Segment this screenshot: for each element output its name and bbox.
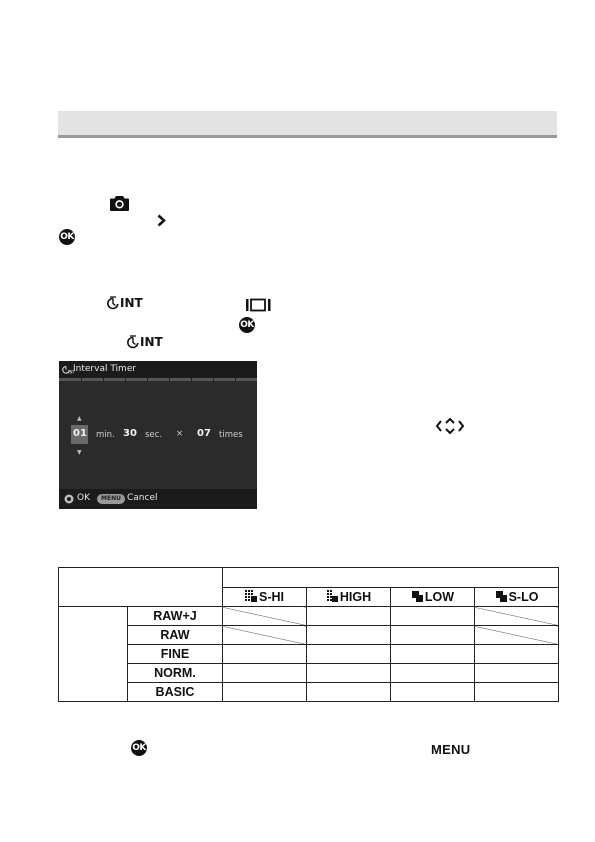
quality-table xyxy=(58,567,559,702)
ok-dial-icon xyxy=(64,494,74,504)
chevron-right-icon xyxy=(157,212,166,231)
table-cell xyxy=(475,607,559,626)
svg-text:INT: INT xyxy=(68,369,75,375)
screen-ok-label[interactable]: OK xyxy=(77,493,90,503)
table-cell xyxy=(475,664,559,683)
ok-button-icon xyxy=(131,740,147,756)
interval-icon-label: INT xyxy=(140,335,163,349)
row-group-cell xyxy=(59,607,128,702)
camera-screen xyxy=(59,361,257,509)
table-row xyxy=(59,607,559,626)
col-label: S-HI xyxy=(259,589,284,604)
table-row xyxy=(59,664,559,683)
row-header: NORM. xyxy=(128,664,223,683)
table-cell xyxy=(391,626,475,645)
table-cell xyxy=(391,607,475,626)
minutes-unit: min. xyxy=(96,430,115,440)
continuous-high-icon xyxy=(326,590,339,602)
row-header: RAW+J xyxy=(128,607,223,626)
table-cell xyxy=(391,645,475,664)
table-cell xyxy=(223,683,307,702)
table-cell xyxy=(223,664,307,683)
multiply-sign: × xyxy=(176,429,184,439)
table-row xyxy=(59,626,559,645)
ok-icon-label: OK xyxy=(60,232,74,242)
seconds-value[interactable]: 30 xyxy=(123,428,137,439)
table-cell xyxy=(307,626,391,645)
interval-timer-icon xyxy=(62,365,75,375)
up-arrow-icon[interactable]: ▲ xyxy=(77,415,82,422)
table-row xyxy=(59,568,559,588)
col-header-s-hi xyxy=(223,587,307,607)
row-header: BASIC xyxy=(128,683,223,702)
times-value[interactable]: 07 xyxy=(197,428,211,439)
table-cell xyxy=(475,626,559,645)
table-row xyxy=(59,645,559,664)
minutes-value[interactable]: 01 xyxy=(73,428,87,439)
four-way-controller-icon xyxy=(436,418,464,438)
table-cell xyxy=(391,683,475,702)
ok-icon-label: OK xyxy=(240,320,254,330)
continuous-super-high-icon xyxy=(245,590,258,602)
menu-button-label: MENU xyxy=(431,742,471,757)
table-cell xyxy=(307,645,391,664)
section-header-bar xyxy=(58,111,557,138)
table-cell xyxy=(307,607,391,626)
col-label: HIGH xyxy=(339,589,372,604)
screen-tab-strip xyxy=(59,378,257,381)
camera-icon xyxy=(110,195,129,215)
col-header-high xyxy=(307,587,391,607)
menu-button-icon: MENU xyxy=(97,494,125,504)
col-header-s-lo xyxy=(475,587,559,607)
ok-button-icon xyxy=(59,229,75,245)
screen-title: Interval Timer xyxy=(73,364,137,374)
table-cell xyxy=(223,607,307,626)
table-cell xyxy=(391,664,475,683)
table-cell xyxy=(475,645,559,664)
table-cell xyxy=(307,683,391,702)
table-cell xyxy=(307,664,391,683)
down-arrow-icon[interactable]: ▼ xyxy=(77,449,82,456)
screen-title-bar xyxy=(59,361,257,378)
ok-button-icon xyxy=(239,317,255,333)
row-header: RAW xyxy=(128,626,223,645)
table-group-header xyxy=(223,568,559,588)
table-cell xyxy=(223,645,307,664)
interval-icon-label: INT xyxy=(120,296,143,310)
continuous-low-icon xyxy=(411,590,424,602)
col-label: S-LO xyxy=(508,589,539,604)
table-corner-cell xyxy=(59,568,223,607)
table-cell xyxy=(223,626,307,645)
col-header-low xyxy=(391,587,475,607)
seconds-unit: sec. xyxy=(145,430,163,440)
times-unit: times xyxy=(219,430,243,440)
interval-timer-icon xyxy=(107,296,143,310)
row-header: FINE xyxy=(128,645,223,664)
frame-mode-icon xyxy=(246,297,271,316)
continuous-super-low-icon xyxy=(495,590,508,602)
table-cell xyxy=(475,683,559,702)
screen-cancel-label[interactable]: Cancel xyxy=(127,493,158,503)
interval-timer-icon xyxy=(127,335,163,349)
ok-icon-label: OK xyxy=(132,743,146,753)
table-row xyxy=(59,683,559,702)
screen-footer xyxy=(59,489,257,509)
col-label: LOW xyxy=(424,589,455,604)
